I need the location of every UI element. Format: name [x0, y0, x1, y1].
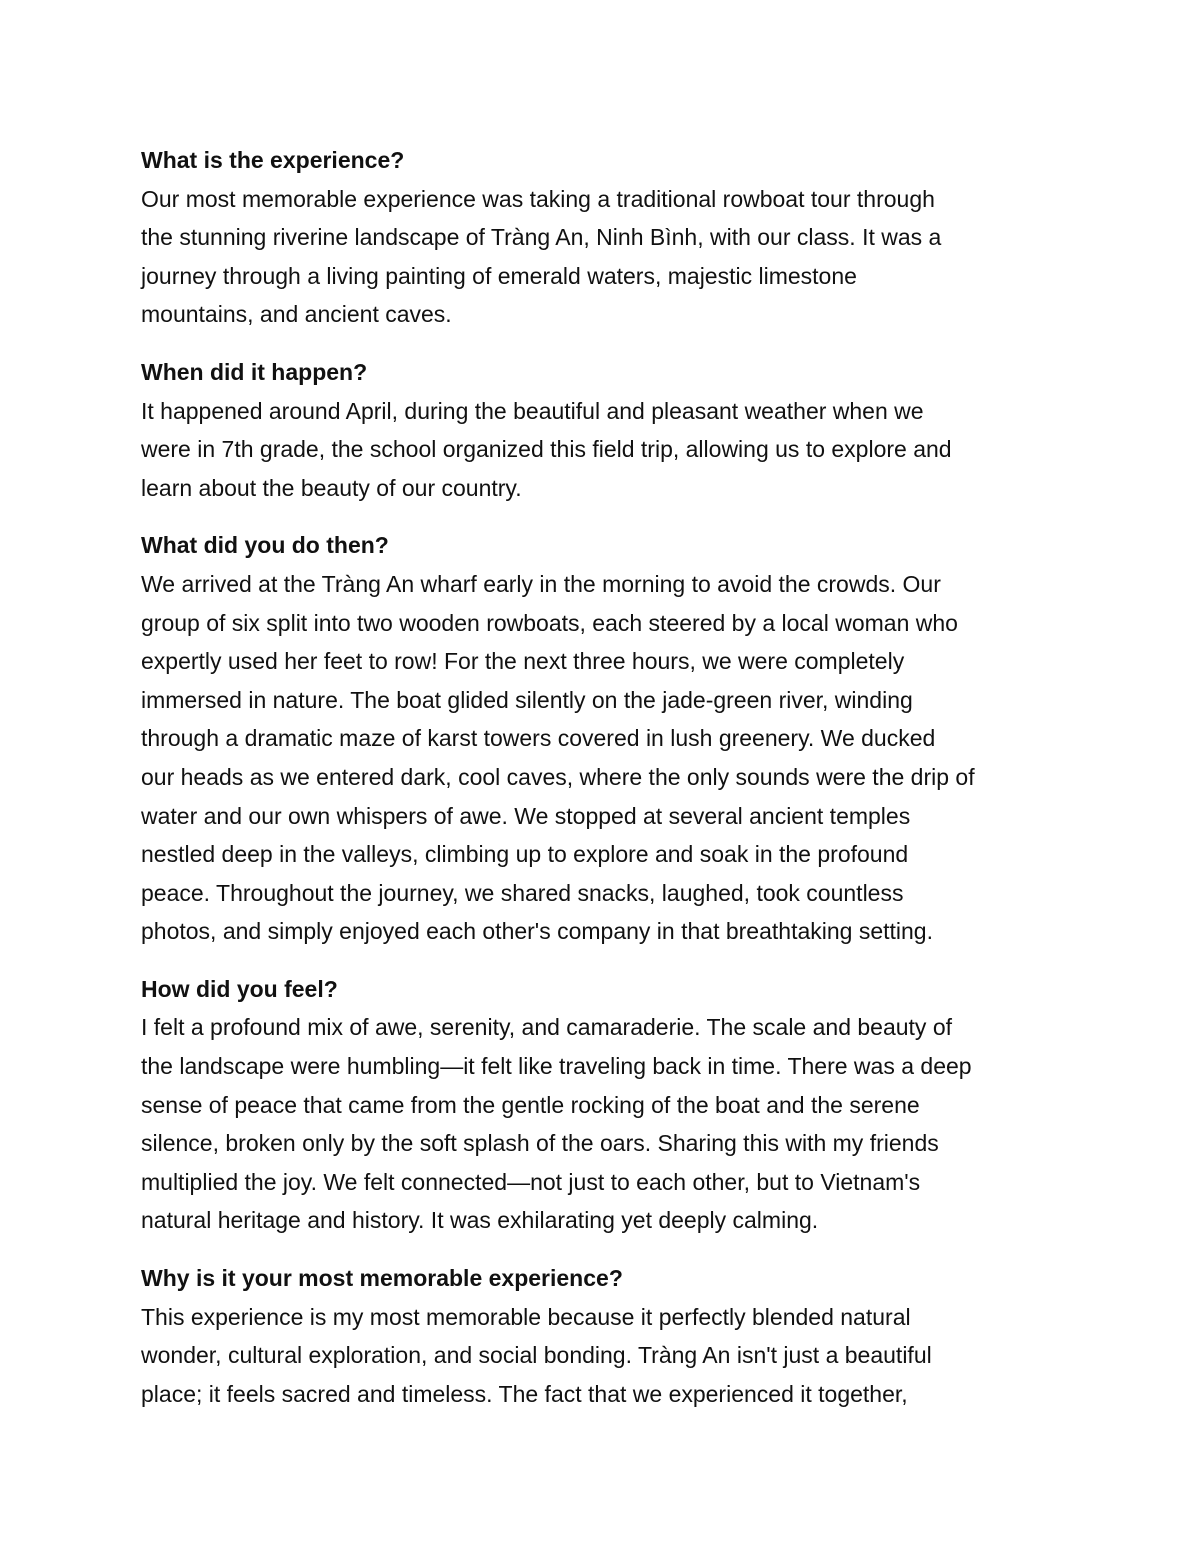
paragraph-line: mountains, and ancient caves. [141, 301, 452, 328]
paragraph-line: We arrived at the Tràng An wharf early in the morning to avoid the crowds. Our [141, 570, 941, 597]
paragraph-line: through a dramatic maze of karst towers covered in lush greenery. We ducked [141, 725, 936, 752]
section-what-did-you-do [141, 526, 1063, 951]
paragraph-line: place; it feels sacred and timeless. The fact that we experienced it together, [141, 1380, 908, 1407]
paragraph-line: Our most memorable experience was taking a traditional rowboat tour through [141, 185, 935, 212]
paragraph-line: group of six split into two wooden rowboats, each steered by a local woman who [141, 609, 958, 636]
paragraph-line: photos, and simply enjoyed each other's company in that breathtaking setting. [141, 918, 933, 945]
answer-paragraph [141, 392, 1063, 508]
paragraph-line: This experience is my most memorable because it perfectly blended natural [141, 1303, 911, 1330]
paragraph-line: expertly used her feet to row! For the next three hours, we were completely [141, 648, 905, 675]
paragraph-line: our heads as we entered dark, cool caves, where the only sounds were the drip of [141, 763, 975, 790]
paragraph-line: nestled deep in the valleys, climbing up to explore and soak in the profound [141, 841, 909, 868]
paragraph-line: the stunning riverine landscape of Tràng An, Ninh Bình, with our class. It was a [141, 224, 942, 251]
paragraph-line: natural heritage and history. It was exhilarating yet deeply calming. [141, 1207, 819, 1234]
question-heading: How did you feel? [141, 975, 338, 1002]
section-why-memorable [141, 1259, 1063, 1413]
paragraph-line: water and our own whispers of awe. We stopped at several ancient temples [141, 802, 911, 829]
answer-paragraph [141, 180, 1063, 334]
paragraph-line: journey through a living painting of emerald waters, majestic limestone [141, 262, 857, 289]
section-experience [141, 141, 1063, 334]
question-heading: Why is it your most memorable experience? [141, 1265, 623, 1292]
question-heading: What is the experience? [141, 147, 405, 173]
paragraph-line: I felt a profound mix of awe, serenity, and camaraderie. The scale and beauty of [141, 1014, 952, 1041]
paragraph-line: It happened around April, during the beautiful and pleasant weather when we [141, 397, 924, 424]
answer-paragraph [141, 1298, 1063, 1414]
paragraph-line: peace. Throughout the journey, we shared snacks, laughed, took countless [141, 879, 904, 906]
section-feelings [141, 970, 1063, 1240]
document-body [141, 141, 1063, 1432]
answer-paragraph [141, 1008, 1063, 1240]
paragraph-line: wonder, cultural exploration, and social bonding. Tràng An isn't just a beautiful [141, 1342, 932, 1369]
paragraph-line: immersed in nature. The boat glided silently on the jade-green river, winding [141, 686, 913, 713]
paragraph-line: were in 7th grade, the school organized this field trip, allowing us to explore and [141, 436, 952, 463]
section-when [141, 353, 1063, 507]
paragraph-line: multiplied the joy. We felt connected—not just to each other, but to Vietnam's [141, 1168, 921, 1195]
question-heading: When did it happen? [141, 358, 368, 385]
paragraph-line: the landscape were humbling—it felt like traveling back in time. There was a deep [141, 1053, 972, 1080]
question-heading: What did you do then? [141, 532, 389, 559]
paragraph-line: silence, broken only by the soft splash of the oars. Sharing this with my friends [141, 1130, 939, 1157]
paragraph-line: learn about the beauty of our country. [141, 474, 522, 501]
paragraph-line: sense of peace that came from the gentle rocking of the boat and the serene [141, 1091, 920, 1118]
answer-paragraph [141, 565, 1063, 951]
